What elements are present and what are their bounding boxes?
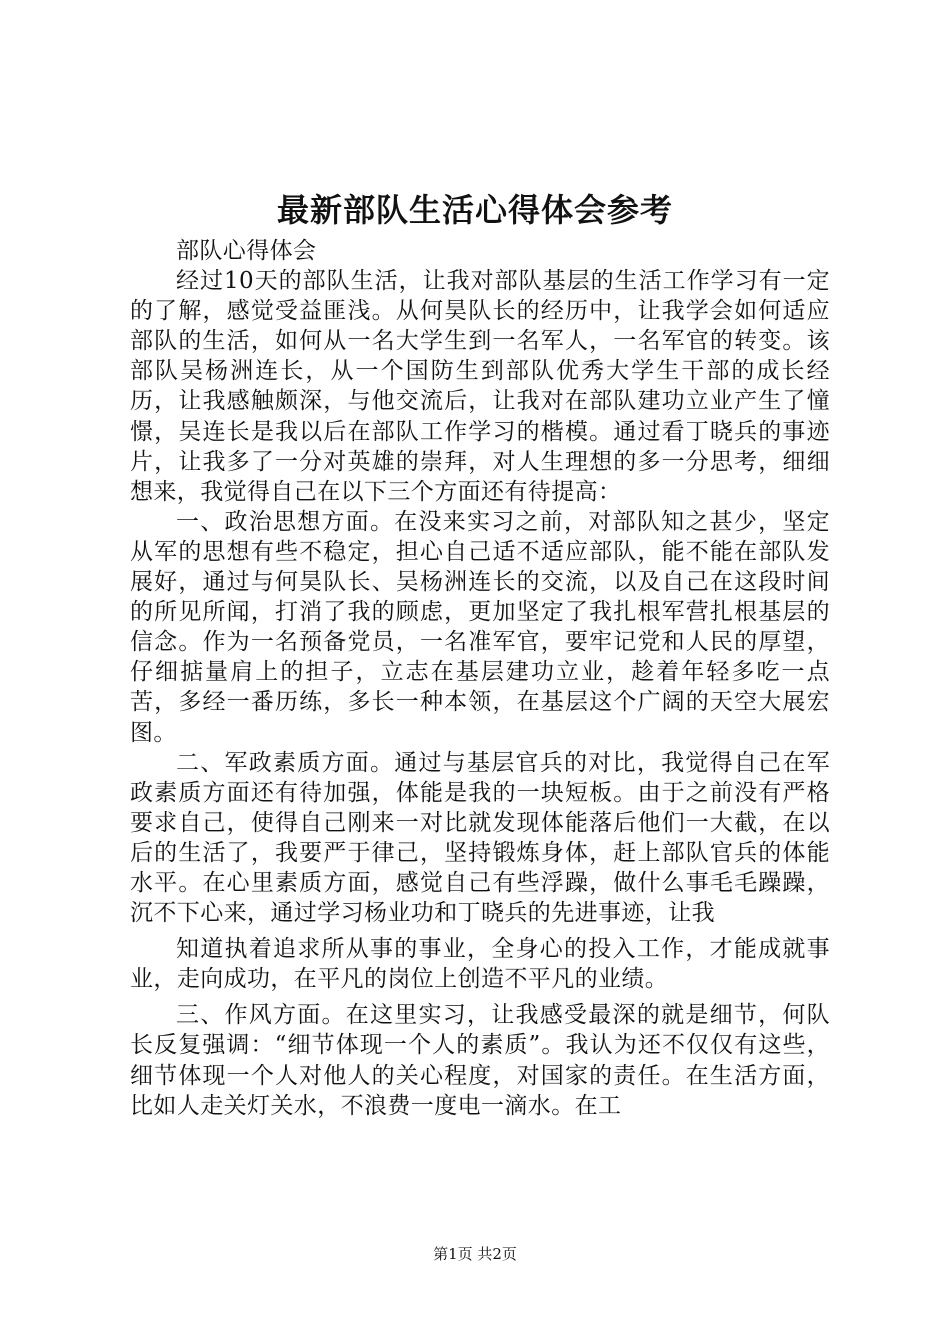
paragraph-subtitle: 部队心得体会 [176,238,317,264]
document-title: 最新部队生活心得体会参考 [276,191,673,229]
paragraph-political: 一、政治思想方面。在没来实习之前，对部队知之甚少，坚定从军的思想有些不稳定，担心自己适不适应部队，能不能在部队发展好，通过与何昊队长、吴杨洲连长的交流，以及自己在这段时间的所见所闻，打消了我的顾虑，更加坚定了我扎根军营扎根基层的信念。作为一名预备党员，一名准军官，要牢记党和人民的厚望，仔细掂量肩上的担子，立志在基层建功立业，趁着年轻多吃一点苦，多经一番历练，多长一种本领，在基层这个广阔的天空大展宏图。 [130,508,830,746]
paragraph-style: 三、作风方面。在这里实习，让我感受最深的就是细节，何队长反复强调：“细节体现一个人的素质”。我认为还不仅仅有这些，细节体现一个人对他人的关心程度，对国家的责任。在生活方面，比如人走关灯关水，不浪费一度电一滴水。在工 [130,1002,830,1119]
document-body [130,236,830,1121]
paragraph-intro: 经过10天的部队生活，让我对部队基层的生活工作学习有一定的了解，感觉受益匪浅。从何昊队长的经历中，让我学会如何适应部队的生活，如何从一名大学生到一名军人，一名军官的转变。该部队吴杨洲连长，从一个国防生到部队优秀大学生干部的成长经历，让我感触颇深，与他交流后，让我对在部队建功立业产生了憧憬，吴连长是我以后在部队工作学习的楷模。通过看丁晓兵的事迹片，让我多了一分对英雄的崇拜，对人生理想的多一分思考，细细想来，我觉得自己在以下三个方面还有待提高： [130,268,830,505]
paragraph-military: 二、军政素质方面。通过与基层官兵的对比，我觉得自己在军政素质方面还有待加强，体能是我的一块短板。由于之前没有严格要求自己，使得自己刚来一对比就发现体能落后他们一大截，在以后的生活了，我要严于律己，坚持锻炼身体，赶上部队官兵的体能水平。在心里素质方面，感觉自己有些浮躁，做什么事毛毛躁躁，沉不下心来，通过学习杨业功和丁晓兵的先进事迹，让我 [130,749,830,927]
paragraph-continuation: 知道执着追求所从事的事业，全身心的投入工作，才能成就事业，走向成功，在平凡的岗位上创造不平凡的业绩。 [130,936,830,993]
page-footer: 第1页 共2页 [433,1245,517,1263]
